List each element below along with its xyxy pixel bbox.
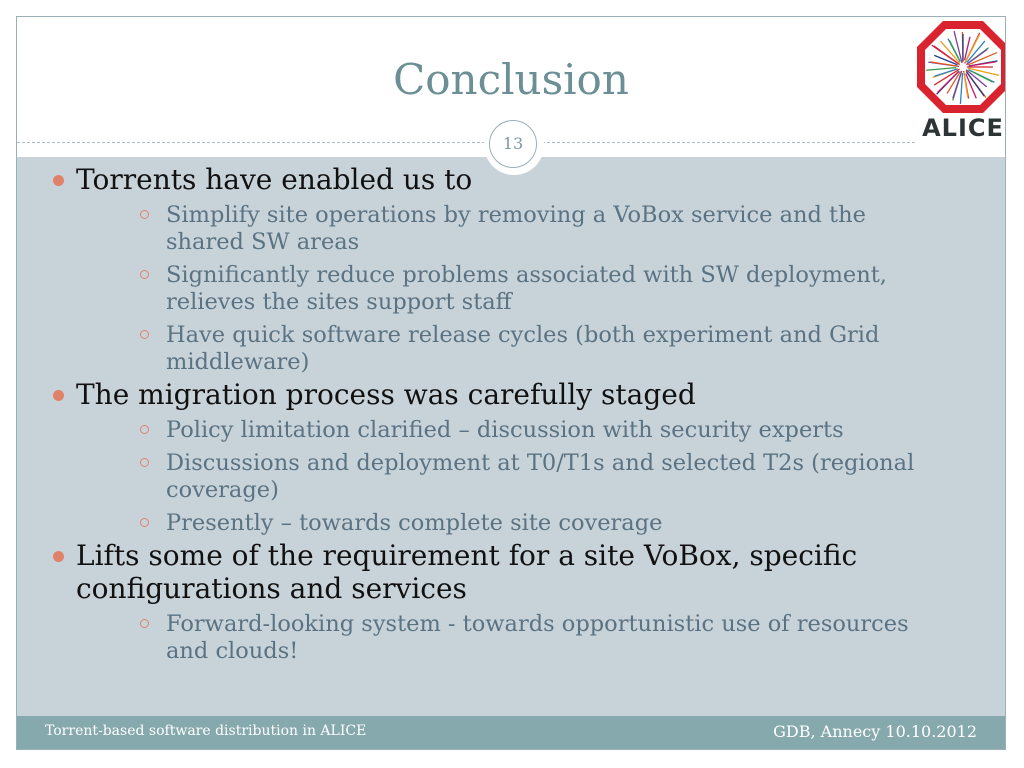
sub-bullet-text: Forward-looking system - towards opportunistic use of resources and clouds! — [166, 611, 909, 664]
sub-bullet-text: Significantly reduce problems associated with SW deployment, relieves the sites support staff — [166, 262, 887, 315]
bullet-dot-icon — [53, 551, 64, 562]
bullet-text: The migration process was carefully staged — [76, 378, 696, 411]
sub-bullet-circle-icon — [140, 330, 149, 339]
footer-title: Torrent-based software distribution in ALICE — [45, 723, 367, 739]
bullet-item — [17, 163, 1005, 376]
sub-bullet-item — [76, 611, 975, 665]
sub-bullet-text: Simplify site operations by removing a VoBox service and the shared SW areas — [166, 202, 866, 255]
bullet-dot-icon — [53, 390, 64, 401]
sub-bullet-circle-icon — [140, 270, 149, 279]
sub-bullet-circle-icon — [140, 210, 149, 219]
sub-bullet-circle-icon — [140, 425, 149, 434]
sub-bullet-item — [76, 417, 975, 444]
sub-bullet-circle-icon — [140, 458, 149, 467]
sub-bullet-item — [76, 450, 975, 504]
footer-date: GDB, Annecy 10.10.2012 — [773, 722, 977, 741]
bullet-dot-icon — [53, 175, 64, 186]
sub-bullet-list — [76, 417, 975, 537]
bullet-list — [17, 163, 1005, 665]
slide-title: Conclusion — [393, 55, 629, 104]
slide-content — [17, 157, 1005, 718]
bullet-text: Torrents have enabled us to — [76, 163, 473, 196]
sub-bullet-text: Discussions and deployment at T0/T1s and selected T2s (regional coverage) — [166, 450, 915, 503]
sub-bullet-text: Policy limitation clarified – discussion with security experts — [166, 417, 844, 443]
sub-bullet-circle-icon — [140, 619, 149, 628]
sub-bullet-item — [76, 262, 975, 316]
page-number: 13 — [489, 120, 537, 168]
slide-footer — [17, 716, 1005, 749]
sub-bullet-list — [76, 611, 975, 665]
sub-bullet-item — [76, 202, 975, 256]
page-number-badge — [484, 115, 544, 175]
alice-logo-icon — [915, 19, 1006, 115]
bullet-item — [17, 539, 1005, 665]
bullet-item — [17, 378, 1005, 537]
bullet-text: Lifts some of the requirement for a site VoBox, specific configurations and services — [76, 539, 858, 605]
sub-bullet-list — [76, 202, 975, 376]
sub-bullet-item — [76, 510, 975, 537]
slide — [16, 16, 1006, 750]
sub-bullet-item — [76, 322, 975, 376]
alice-logo — [915, 19, 1006, 149]
sub-bullet-text: Presently – towards complete site coverage — [166, 510, 663, 536]
logo-text: ALICE — [922, 114, 1004, 142]
sub-bullet-circle-icon — [140, 518, 149, 527]
sub-bullet-text: Have quick software release cycles (both experiment and Grid middleware) — [166, 322, 880, 375]
